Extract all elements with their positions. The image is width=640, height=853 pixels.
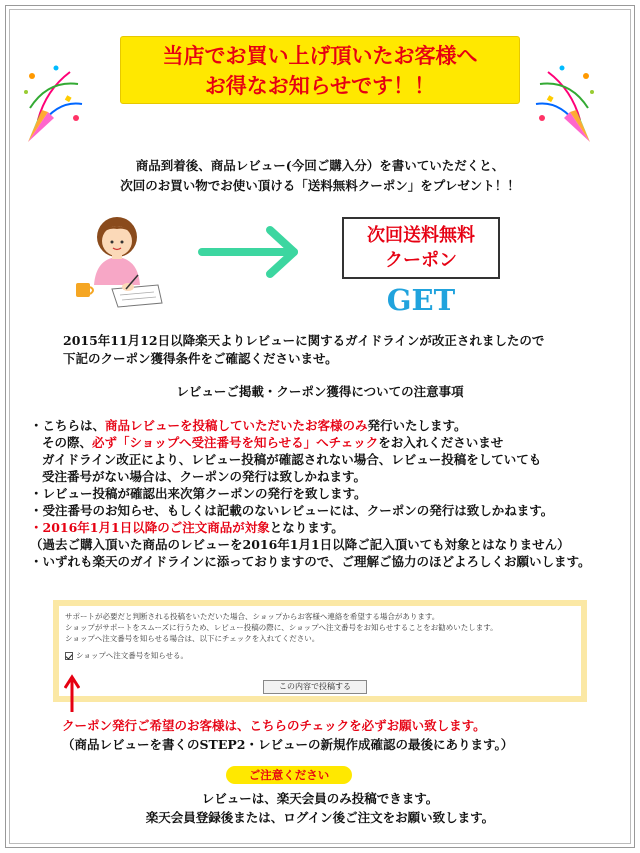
caution-badge: ご注意ください	[226, 766, 352, 784]
intro-text	[0, 156, 640, 196]
note-1: ・こちらは、商品レビューを投稿していただいたお客様のみ発行いたします。	[30, 418, 467, 433]
intro-line-1: 商品到着後、商品レビュー(今回ご購入分）を書いていただくと、	[135, 158, 505, 173]
up-arrow-icon	[64, 674, 80, 714]
woman-writing-icon	[62, 205, 172, 315]
note-3: ガイドライン改正により、レビュー投稿が確認されない場合、レビュー投稿をしていても	[42, 452, 542, 467]
party-cracker-icon	[18, 60, 88, 150]
closing-line-2: 楽天会員登録後または、ログイン後ご注文をお願い致します。	[145, 810, 495, 825]
right-arrow-icon	[196, 222, 306, 282]
get-label: GET	[386, 283, 456, 317]
coupon-line-2: クーポン	[385, 250, 457, 271]
notice-title: レビューご掲載・クーポン獲得についての注意事項	[176, 384, 464, 399]
review-form-sample	[53, 600, 587, 702]
checkbox-label[interactable]: ショップへ注文番号を知らせる。	[76, 651, 188, 660]
banner-line-1: 当店でお買い上げ頂いたお客様へ	[162, 43, 478, 68]
notes-list	[30, 417, 591, 570]
guideline-line-2: 下記のクーポン獲得条件をご確認くださいませ。	[63, 351, 338, 366]
instructions-line-1: クーポン発行ご希望のお客様は、こちらのチェックを必ずお願い致します。	[62, 718, 486, 733]
guideline-text	[63, 332, 544, 368]
intro-line-2: 次回のお買い物でお使い頂ける「送料無料クーポン」をプレゼント！！	[120, 178, 520, 193]
guideline-line-1: 2015年11月12日以降楽天よりレビューに関するガイドラインが改正されましたので	[63, 333, 545, 348]
coupon-line-1: 次回送料無料	[367, 225, 475, 246]
closing-text	[0, 789, 640, 827]
note-7: ・2016年1月1日以降のご注文商品が対象となります。	[30, 520, 344, 535]
panel-line-2: ショップがサポートをスムーズに行うため、レビュー投稿の際に、ショップへ注文番号をお知らせすることをお勧めいたします。	[65, 623, 498, 632]
closing-line-1: レビューは、楽天会員のみ投稿できます。	[201, 791, 439, 806]
note-6: ・受注番号のお知らせ、もしくは記載のないレビューには、クーポンの発行は致しかねます。	[30, 503, 554, 518]
instructions-line-2: （商品レビューを書くのSTEP2・レビューの新規作成確認の最後にあります。）	[62, 737, 514, 752]
note-9: ・いずれも楽天のガイドラインに添っておりますので、ご理解ご協力のほどよろしくお願いします。	[30, 554, 591, 569]
panel-line-3: ショップへ注文番号を知らせる場合は、以下にチェックを入れてください。	[65, 634, 320, 643]
order-number-checkbox-row[interactable]	[65, 650, 575, 661]
note-8: （過去ご購入頂いた商品のレビューを2016年1月1日以降ご記入頂いても対象とはなりません）	[30, 537, 570, 552]
coupon-box	[342, 217, 500, 279]
banner-line-2: お得なお知らせです！！	[204, 73, 436, 98]
review-form-panel	[59, 606, 581, 696]
submit-review-button[interactable]: この内容で投稿する	[263, 680, 367, 694]
panel-line-1: サポートが必要だと判断される投稿をいただいた場合、ショップからお客様へ連絡を希望する場合があります。	[65, 612, 440, 621]
note-4: 受注番号がない場合は、クーポンの発行は致しかねます。	[42, 469, 367, 484]
note-2: その際、必ず「ショップへ受注番号を知らせる」へチェックをお入れくださいませ	[42, 435, 504, 450]
note-5: ・レビュー投稿が確認出来次第クーポンの発行を致します。	[30, 486, 367, 501]
party-cracker-icon	[530, 60, 600, 150]
order-number-checkbox[interactable]	[65, 652, 73, 660]
headline-banner	[120, 36, 520, 104]
checkbox-instructions	[62, 716, 513, 754]
